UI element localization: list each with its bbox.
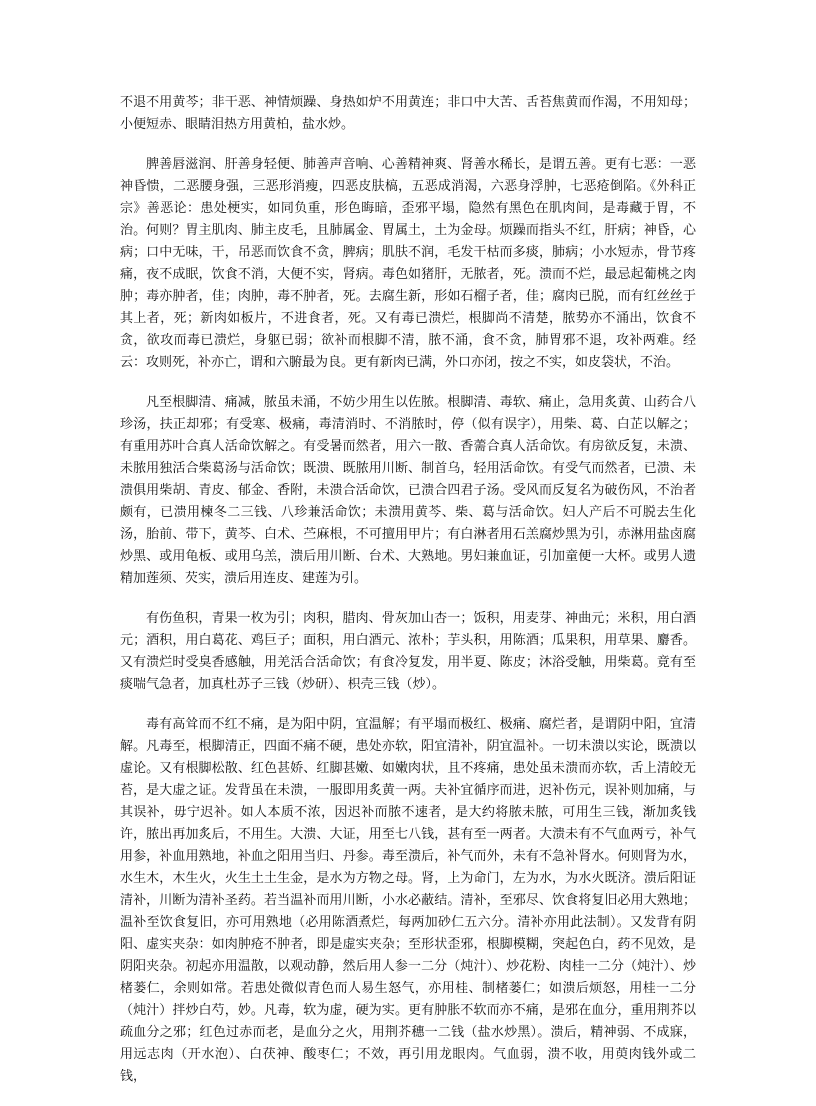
paragraph-4: 有伤鱼积，青果一枚为引；肉积，腊肉、骨灰加山杏一；饭积，用麦芽、神曲元；米积，用白酒元；酒积，用白葛花、鸡巨子；面积，用白酒元、浓朴；芋头积，用陈酒；瓜果积，用草果、麝香。又有溃烂时受臭香感触，用羌活合活命饮；有食冷复发，用半夏、陈皮；沐浴受触，用柴葛。竟有至痰喘气急者，加真杜苏子三钱（炒研）、枳壳三钱（炒）。 <box>120 611 696 692</box>
paragraph-5: 毒有高耸而不红不痛，是为阳中阴，宜温解；有平塌而极红、极痛、腐烂者，是谓阴中阳，宜清解。凡毒至，根脚清正，四面不痛不硬，患处亦软，阳宜清补，阴宜温补。一切未溃以实论，既溃以虚论。又有根脚松散、红色甚娇、红脚甚嫩、如嫩肉状，且不疼痛，患处虽未溃而亦软，舌上清皎无苔，是大虚之证。发背虽在未溃，一服即用炙黄一两。夫补宜循序而进，迟补伤元，误补则加痛，与其误补，毋宁迟补。如人本质不浓，因迟补而脓不速者，是大约将脓未脓，可用生三钱，渐加炙钱许，脓出再加炙后，不用生。大溃、大证，用至七八钱，甚有至一两者。大溃未有不气血两亏，补气用参，补血用熟地，补血之阳用当归、丹参。毒至溃后，补气而外，未有不急补肾水。何则肾为水，水生木，木生火，火生土土生金，是水为方物之母。肾，上为命门，左为水，为水火既济。溃后阳证清补，川断为清补圣药。若当温补而用川断，小水必蔽结。清补，至邪尽、饮食将复旧必用大熟地；温补至饮食复旧，亦可用熟地（必用陈酒煮烂，每两加砂仁五六分。清补亦用此法制）。又发背有阴阳、虚实夹杂：如肉肿疮不肿者，即是虚实夹杂；至形状歪邪，根脚模糊，突起色白，药不见效，是阴阳夹杂。初起亦用温散，以观动静，然后用人参一二分（炖汁）、炒花粉、肉桂一二分（炖汁）、炒楮蒌仁，余则如常。若患处微似青色而人易生怒气，亦用桂、制楮蒌仁；如溃后烦怒，用桂一二分（炖汁）拌炒白芍，妙。凡毒，软为虚，硬为实。更有肿胀不软而亦不痛，是邪在血分，重用荆芥以疏血分之邪；红色过赤而老，是血分之火，用荆芥穗一二钱（盐水炒黑）。溃后，精神弱、不成寐，用远志肉（开水泡）、白茯神、酸枣仁；不效，再引用龙眼肉。气血弱，溃不收，用萸肉钱外或二钱， <box>120 717 696 1084</box>
paragraph-3: 凡至根脚清、痛减，脓虽未涌，不妨少用生以佐脓。根脚清、毒软、痛止，急用炙黄、山药合八珍汤，扶正却邪；有受寒、极痛，毒清消时、不消脓时，停（似有误字），用柴、葛、白芷以解之；有重用苏叶合真人活命饮解之。有受暑而然者，用六一散、香薷合真人活命饮。有房欲反复，未溃、未脓用独活合柴葛汤与活命饮；既溃、既脓用川断、制首乌，轻用活命饮。有受气而然者，已溃、未溃俱用柴胡、青皮、郁金、香附，未溃合活命饮，已溃合四君子汤。受风而反复名为破伤风，不治者颇有，已溃用楝冬二三钱、八珍兼活命饮；未溃用黄芩、柴、葛与活命饮。妇人产后不可脱去生化汤，胎前、带下，黄芩、白术、苎麻根，不可擅用甲片；有白淋者用石羔腐炒黑为引，赤淋用盐卤腐炒黑、或用龟板、或用乌羔，溃后用川断、台术、大熟地。男妇兼血证，引加童便一大杯。或男人遗精加莲须、芡实，溃后用连皮、建莲为引。 <box>120 395 696 586</box>
paragraph-1: 不退不用黄芩；非干恶、神情烦躁、身热如炉不用黄连；非口中大苦、舌苔焦黄而作渴，不用知母；小便短赤、眼睛泪热方用黄柏，盐水炒。 <box>120 95 696 132</box>
document-page <box>120 92 696 1106</box>
paragraph-2: 脾善唇滋润、肝善身轻便、肺善声音响、心善精神爽、肾善水稀长，是谓五善。更有七恶：一恶神昏愦，二恶腰身强，三恶形消瘦，四恶皮肤槁，五恶成消渴，六恶身浮肿，七恶疮倒陷。《外科正宗》善恶论：患处梗实，如同负重，形色晦暗，歪邪平塌，隐然有黑色在肌肉间，是毒藏于胃，不治。何则？胃主肌肉、肺主皮毛，且肺属金、胃属土，土为金母。烦躁而指头不红，肝病；神昏，心病；口中无味，干，吊恶而饮食不贪，脾病；肌肤不润，毛发干枯而多痰，肺病；小水短赤，骨节疼痛，夜不成眠，饮食不消，大便不实，肾病。毒色如猪肝，无脓者，死。溃而不烂，最忌起葡桃之肉肿；毒亦肿者，佳；肉肿，毒不肿者，死。去腐生新，形如石榴子者，佳；腐肉已脱，而有红丝丝于其上者，死；新肉如板片，不进食者，死。又有毒已溃烂，根脚尚不清楚，脓势亦不涌出，饮食不贪，欲攻而毒已溃烂，身躯已弱；欲补而根脚不清，脓不涌，食不贪，肺胃邪不退，攻补两难。经云：攻则死，补亦亡，谓和六腑最为良。更有新肉已满，外口亦闭，按之不实，如皮袋状，不治。 <box>120 157 696 370</box>
